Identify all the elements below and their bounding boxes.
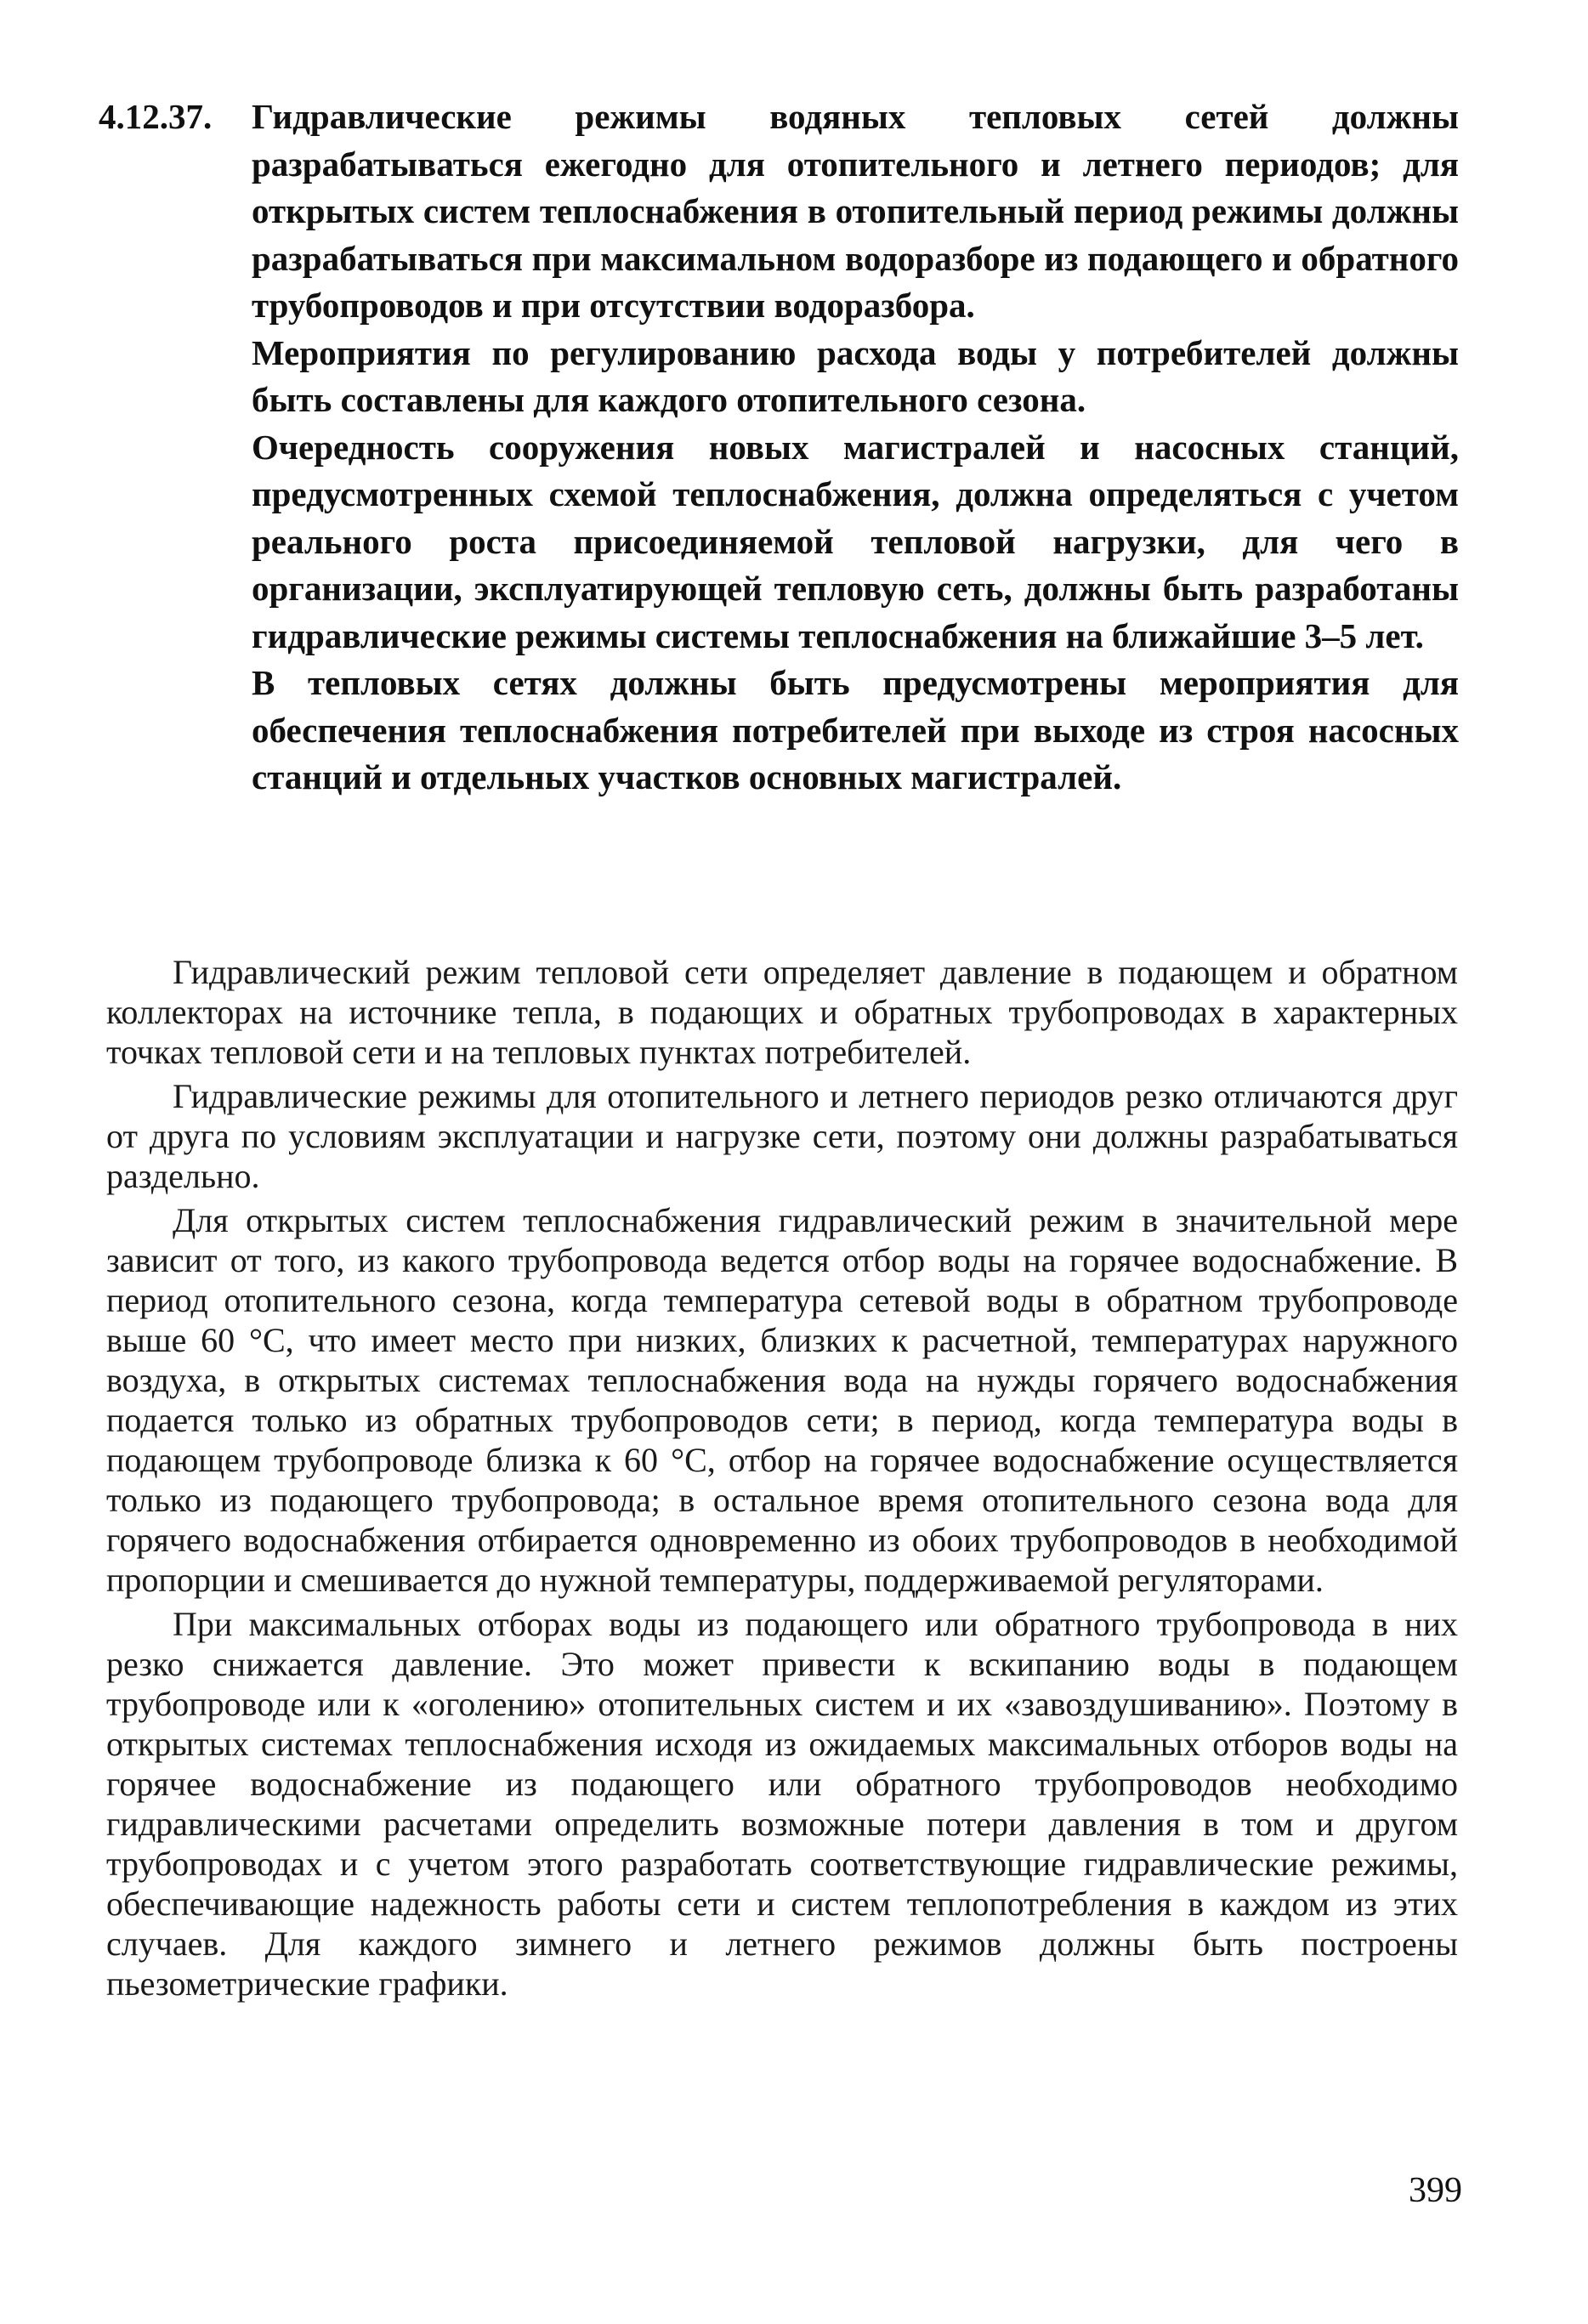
rule-section (99, 94, 1459, 802)
rule-paragraph: Очередность сооружения новых магистралей и насосных станций, предусмотренных схемой теплоснабжения, должна определяться с учетом реального роста присоединяемой тепловой нагрузки, для чего в организации, эксплуатирующей тепловую сеть, должны быть разработаны гидравлические режимы системы теплоснабжения на ближайшие 3–5 лет. (252, 427, 1459, 655)
rule-body (252, 94, 1459, 802)
commentary-paragraph: Гидравлические режимы для отопительного и летнего периодов резко отличаются друг от друга по условиям эксплуатации и нагрузке сети, поэтому они должны разрабатываться раздельно. (106, 1077, 1458, 1195)
rule-number: 4.12.37. (99, 97, 213, 136)
commentary-paragraph: Для открытых систем теплоснабжения гидравлический режим в значительной мере зависит от того, из какого трубопровода ведется отбор воды на горячее водоснабжение. В период отопительного сезона, когда температура сетевой воды в обратном трубопроводе выше 60 °С, что имеет место при низких, близких к расчетной, температурах наружного воздуха, в открытых системах теплоснабжения вода на нужды горячего водоснабжения подается только из обратных трубопроводов сети; в период, когда температура воды в подающем трубопроводе близка к 60 °С, отбор на горячее водоснабжение осуществляется только из подающего трубопровода; в остальное время отопительного сезона вода для горячего водоснабжения отбирается одновременно из обоих трубопроводов в необходимой пропорции и смешивается до нужной температуры, поддерживаемой регуляторами. (106, 1201, 1458, 1599)
commentary-paragraph: При максимальных отборах воды из подающего или обратного трубопровода в них резко снижается давление. Это может привести к вскипанию воды в подающем трубопроводе или к «оголению» отопительных систем и их «завоздушиванию». Поэтому в открытых системах теплоснабжения исходя из ожидаемых максимальных отборов воды на горячее водоснабжение из подающего или обратного трубопроводов необходимо гидравлическими расчетами определить возможные потери давления в том и другом трубопроводах и с учетом этого разработать соответствующие гидравлические режимы, обеспечивающие надежность работы сети и систем теплопотребления в каждом из этих случаев. Для каждого зимнего и летнего режимов должны быть построены пьезометрические графики. (106, 1605, 1458, 2003)
rule-paragraph: Гидравлические режимы водяных тепловых сетей должны разрабатываться ежегодно для отопительного и летнего периодов; для открытых систем теплоснабжения в отопительный период режимы должны разрабатываться при максимальном водоразборе из подающего и обратного трубопроводов и при отсутствии водоразбора. (252, 97, 1459, 325)
rule-paragraph: Мероприятия по регулированию расхода воды у потребителей должны быть составлены для каждого отопительного сезона. (252, 332, 1459, 419)
commentary-paragraph: Гидравлический режим тепловой сети определяет давление в подающем и обратном коллекторах на источнике тепла, в подающих и обратных трубопроводах в характерных точках тепловой сети и на тепловых пунктах потребителей. (106, 953, 1458, 1071)
commentary-section (106, 952, 1458, 2008)
rule-paragraph: В тепловых сетях должны быть предусмотрены мероприятия для обеспечения теплоснабжения потребителей при выходе из строя насосных станций и отдельных участков основных магистралей. (252, 663, 1459, 796)
page-number: 399 (1409, 2171, 1462, 2210)
